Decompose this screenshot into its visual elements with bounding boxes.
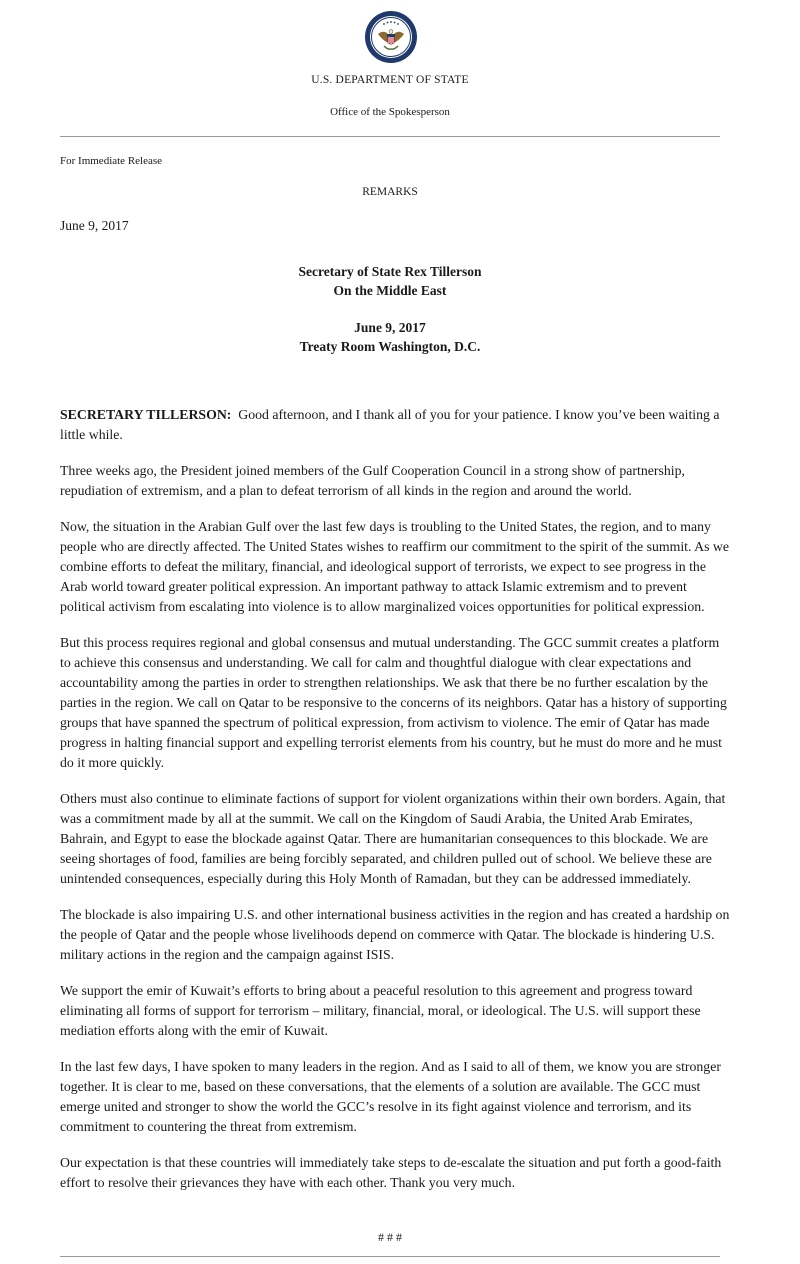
remarks-paragraph: We support the emir of Kuwait’s efforts to bring about a peaceful resolution to this agreement and progress toward eliminating all forms of support for terrorism – military, financial, moral, or ideological. The U.S. will support these mediation efforts along with the emir of Kuwait.	[60, 983, 701, 1038]
event-date: June 9, 2017	[354, 320, 426, 335]
office-name: Office of the Spokesperson	[330, 106, 450, 118]
header-divider	[60, 136, 720, 137]
remarks-paragraph: But this process requires regional and global consensus and mutual understanding. The GCC summit creates a platform to achieve this consensus and understanding. We call for calm and thoughtful dialogue with clear expectations and accountability among the parties in order to strengthen relationships. We ask that there be no further escalation by the parties in the region. We call on Qatar to be responsive to the concerns of its neighbors. Qatar has a history of supporting groups that have spanned the spectrum of political expression, from activism to violence. The emir of Qatar has made progress in halting financial support and expelling terrorist elements from his country, but he must do more and he must do it more quickly.	[60, 635, 727, 770]
footer-divider	[60, 1256, 720, 1257]
remarks-paragraph: Our expectation is that these countries will immediately take steps to de-escalate the situation and put forth a good-faith effort to resolve their grievances they have with each other. Thank you very much.	[60, 1155, 722, 1190]
event-info	[0, 318, 780, 356]
release-date: June 9, 2017	[60, 218, 129, 233]
title-line-2: On the Middle East	[333, 283, 447, 298]
remarks-paragraph: Others must also continue to eliminate factions of support for violent organizations within their own borders. Again, that was a commitment made by all at the summit. We call on the Kingdom of Saudi Arabia, the United Arab Emirates, Bahrain, and Egypt to ease the blockade against Qatar. There are humanitarian consequences to this blockade. We are seeing shortages of food, families are being forcibly separated, and children pulled out of school. We believe these are unintended consequences, especially during this Holy Month of Ramadan, but they can be addressed immediately.	[60, 791, 726, 886]
opening-paragraph	[60, 405, 730, 445]
speaker-label: SECRETARY TILLERSON:	[60, 407, 232, 422]
remarks-paragraph: The blockade is also impairing U.S. and other international business activities in the region and has created a hardship on the people of Qatar and the people whose livelihoods depend on commerce with Qatar. The blockade is hindering U.S. military actions in the region and the campaign against ISIS.	[60, 907, 730, 962]
agency-name: U.S. DEPARTMENT OF STATE	[311, 74, 469, 86]
event-location: Treaty Room Washington, D.C.	[299, 339, 481, 354]
title-line-1: Secretary of State Rex Tillerson	[298, 264, 482, 279]
remarks-paragraph: Three weeks ago, the President joined members of the Gulf Cooperation Council in a strong show of partnership, repudiation of extremism, and a plan to defeat terrorism of all kinds in the region and around the world.	[60, 463, 685, 498]
remarks-paragraph: Now, the situation in the Arabian Gulf over the last few days is troubling to the United States, the region, and to many people who are directly affected. The United States wishes to reaffirm our commitment to the spirit of the summit. As we combine efforts to defeat the military, financial, and ideological support of terrorists, we expect to see progress in the Arab world toward greater political expression. An important pathway to attack Islamic extremism and to prevent political activism from escalating into violence is to allow marginalized voices opportunities for political expression.	[60, 519, 729, 614]
opening-text: Good afternoon, and I thank all of you for your patience. I know you’ve been waiting a little while.	[60, 407, 720, 442]
remarks-body	[60, 405, 730, 1209]
state-department-seal-icon	[364, 10, 418, 64]
release-notice: For Immediate Release	[60, 155, 163, 167]
document-title	[0, 262, 780, 300]
document-kind: REMARKS	[362, 186, 418, 198]
remarks-paragraph: In the last few days, I have spoken to many leaders in the region. And as I said to all of them, we know you are stronger together. It is clear to me, based on these conversations, that the elements of a solution are available. The GCC must emerge united and stronger to show the world the GCC’s resolve in its fight against violence and terrorism, and its commitment to countering the threat from extremism.	[60, 1059, 721, 1134]
end-mark: # # #	[378, 1230, 402, 1244]
